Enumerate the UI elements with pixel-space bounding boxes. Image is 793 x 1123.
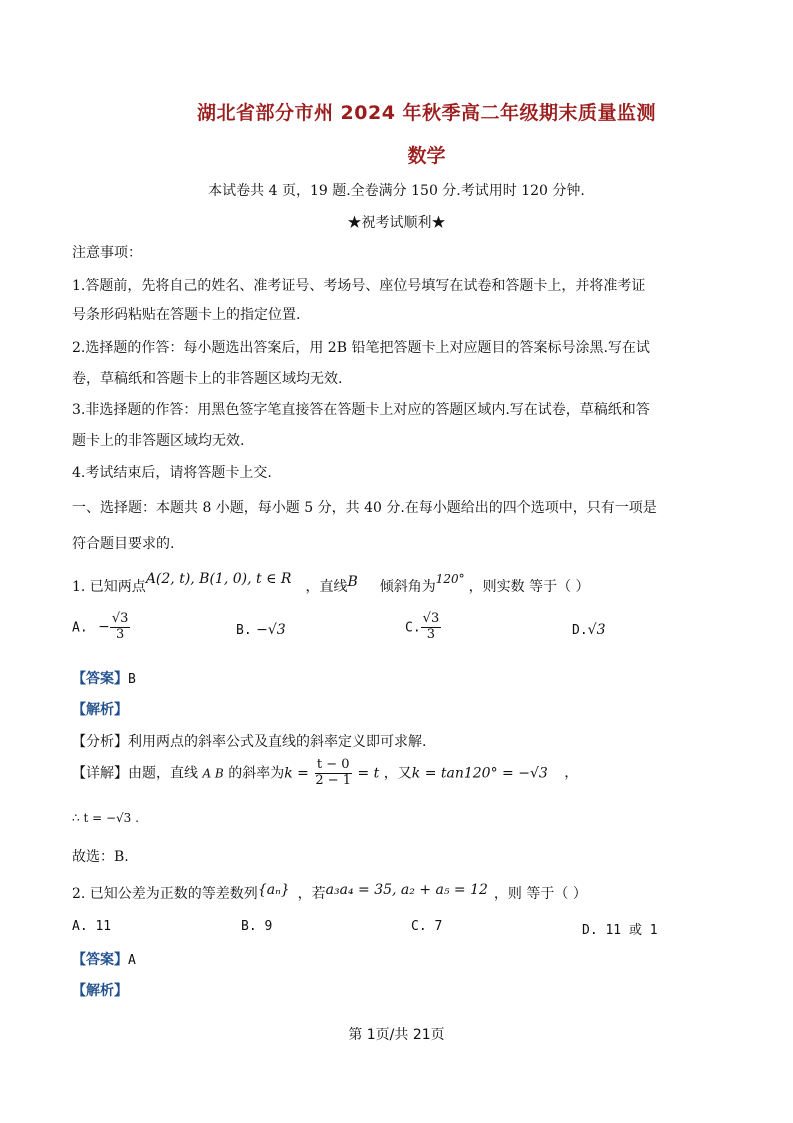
q1-k2: k = tan120° = −√3 — [411, 765, 548, 782]
q1-detail-b: 的斜率为 — [228, 765, 285, 782]
q2-suffix: ，则 等于（ ） — [493, 886, 587, 902]
exam-subject: 数学 — [407, 145, 446, 167]
q1-analysis-label: 【解析】 — [72, 702, 128, 718]
q1-option-d — [572, 622, 605, 638]
q1-option-b — [236, 622, 286, 638]
q1-choice: 故选：B. — [72, 849, 129, 865]
q1-opt-a-minus: − — [98, 619, 110, 636]
note-3b: 题卡上的非答题区域均无效. — [72, 433, 245, 449]
q1-answer — [72, 668, 136, 688]
q1-opt-c-den: 3 — [426, 626, 436, 642]
section-1-line1: 一、选择题：本题共 8 小题，每小题 5 分，共 40 分.在每小题给出的四个选项中，只有一项是 — [72, 500, 657, 516]
notes-heading: 注意事项： — [72, 245, 142, 261]
section-1-line2: 符合题目要求的. — [72, 536, 175, 552]
q1-points: A(2, t), B(1, 0), t ∈ R — [145, 571, 292, 587]
q1-fenxi-text: 利用两点的斜率公式及直线的斜率定义即可求解. — [128, 734, 427, 750]
q1-detail-label: 【详解】 — [72, 765, 128, 782]
q2-cond: a₃a₄ = 35, a₂ + a₅ = 12 — [325, 882, 488, 898]
q2-seq: {aₙ} — [257, 882, 290, 898]
q1-opt-a-frac — [110, 612, 131, 643]
q1-detail-c: ，又 — [383, 765, 412, 782]
q2-prefix: 2. 已知公差为正数的等差数列 — [72, 886, 258, 902]
q1-detail-ab: A B — [202, 766, 224, 781]
q2-option-c: C. 7 — [411, 919, 443, 934]
q1-fenxi — [72, 731, 426, 751]
note-4: 4.考试结束后，请将答题卡上交. — [72, 465, 272, 481]
q2-mid: ，若 — [297, 886, 326, 902]
q1-fenxi-label: 【分析】 — [72, 734, 128, 750]
exam-info: 本试卷共 4 页，19 题.全卷满分 150 分.考试用时 120 分钟. — [208, 183, 585, 199]
q1-opt-b-value: −√3 — [256, 622, 286, 638]
q1-angle: 120° — [435, 572, 465, 586]
q1-answer-value: B — [128, 672, 136, 687]
q2-answer-value: A — [128, 953, 136, 968]
q1-k-frac — [313, 758, 353, 789]
q1-answer-label: 【答案】 — [72, 671, 128, 687]
q1-opt-d-label: D. — [572, 623, 588, 638]
note-1b: 号条形码粘贴在答题卡上的指定位置. — [72, 307, 301, 323]
q1-k-tail: = t — [357, 765, 380, 782]
q1-line-var: B — [347, 574, 358, 590]
q1-mid1: ，直线 — [305, 579, 348, 595]
q1-opt-b-label: B. — [236, 623, 252, 638]
q2-option-d: D. 11 或 1 — [582, 923, 658, 938]
blessing: ★祝考试顺利★ — [347, 215, 446, 231]
note-2b: 卷，草稿纸和答题卡上的非答题区域均无效. — [72, 371, 343, 387]
q1-detail-d: ， — [564, 765, 579, 782]
q1-prefix: 1. 已知两点 — [72, 579, 146, 595]
q2-analysis — [72, 980, 128, 1000]
q1-k-den: 2 − 1 — [315, 772, 352, 788]
q1-detail-a: 由题，直线 — [128, 765, 198, 782]
q1-therefore: ∴ t = −√3 . — [72, 811, 139, 825]
page-footer: 第 1页/共 21页 — [348, 1027, 445, 1043]
note-2a: 2.选择题的作答：每小题选出答案后，用 2B 铅笔把答题卡上对应题目的答案标号涂黑.写在试 — [72, 340, 650, 356]
note-1a: 1.答题前，先将自己的姓名、准考证号、考场号、座位号填写在试卷和答题卡上，并将准考证 — [72, 278, 646, 294]
q1-suffix: ，则实数 等于（ ） — [468, 579, 590, 595]
q2-analysis-label: 【解析】 — [72, 983, 128, 999]
q1-opt-d-value: √3 — [587, 622, 606, 638]
exam-title: 湖北省部分市州 2024 年秋季高二年级期末质量监测 — [196, 102, 657, 124]
q1-stem — [72, 571, 590, 596]
q1-opt-c-label: C. — [405, 620, 421, 636]
note-3a: 3.非选择题的作答：用黑色签字笔直接答在答题卡上对应的答题区域内.写在试卷，草稿纸和答 — [72, 402, 650, 418]
q1-opt-a-label: A. — [72, 620, 88, 636]
q2-option-b: B. 9 — [241, 919, 273, 934]
q1-opt-c-frac — [421, 612, 442, 643]
q1-opt-c-num: √3 — [422, 611, 440, 626]
q1-option-c — [405, 612, 441, 643]
q2-stem — [72, 883, 587, 903]
q1-k-num: t − 0 — [316, 757, 350, 772]
q1-k-eq: k = — [284, 765, 309, 782]
q1-option-a — [72, 612, 130, 643]
q2-answer — [72, 949, 136, 969]
q1-mid2: 倾斜角为 — [379, 579, 436, 595]
q1-detail — [72, 758, 578, 789]
q2-option-a: A. 11 — [72, 919, 112, 934]
q1-opt-a-den: 3 — [115, 626, 125, 642]
q1-analysis — [72, 699, 128, 719]
q1-opt-a-num: √3 — [111, 611, 129, 626]
q2-answer-label: 【答案】 — [72, 952, 128, 968]
